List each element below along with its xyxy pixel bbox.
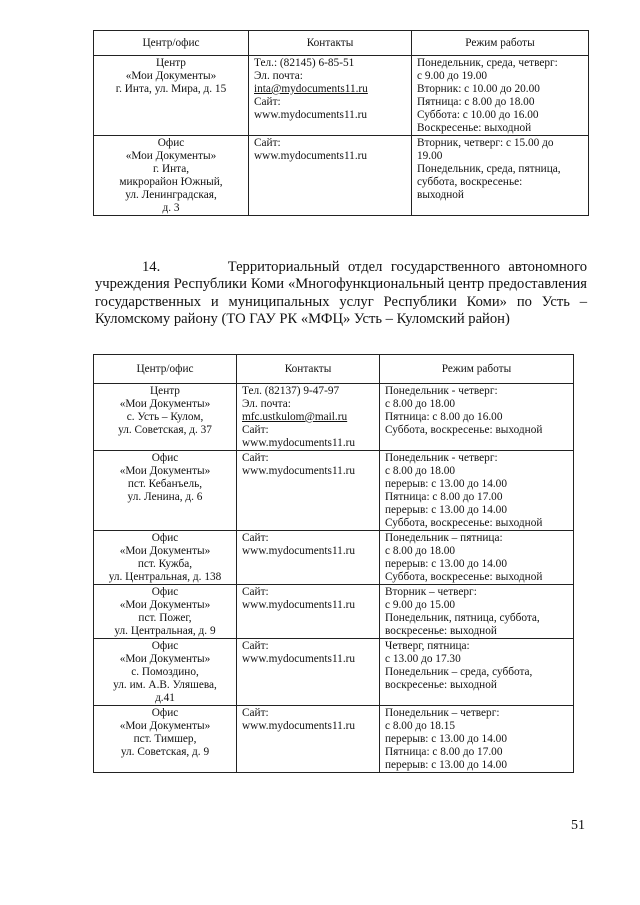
hours-line: воскресенье: выходной: [385, 679, 497, 691]
hours-line: Понедельник – среда, суббота,: [385, 666, 533, 678]
hours-line: Понедельник – пятница:: [385, 532, 503, 544]
contacts-line: Сайт:: [242, 707, 269, 719]
hours-cell: [380, 706, 574, 773]
office-line: пст. Кебанъель,: [127, 478, 203, 490]
header-hours: Режим работы: [380, 355, 574, 384]
email-link[interactable]: inta@mydocuments11.ru: [254, 83, 368, 95]
office-line: Центр: [150, 385, 180, 397]
contacts-cell: [249, 136, 412, 216]
hours-line: суббота, воскресенье:: [417, 176, 523, 188]
hours-line: Суббота, воскресенье: выходной: [385, 517, 543, 529]
hours-line: перерыв: с 13.00 до 14.00: [385, 478, 507, 490]
table-row: [94, 384, 574, 451]
office-line: ул. Центральная, д. 9: [114, 625, 216, 637]
office-line: «Мои Документы»: [119, 720, 211, 732]
hours-line: воскресенье: выходной: [385, 625, 497, 637]
office-line: микрорайон Южный,: [119, 176, 223, 188]
header-hours: Режим работы: [412, 31, 589, 56]
hours-line: Воскресенье: выходной: [417, 122, 532, 134]
contacts-cell: [237, 639, 380, 706]
hours-line: Понедельник, среда, четверг:: [417, 57, 558, 69]
office-line: пст. Кужба,: [137, 558, 193, 570]
office-line: пст. Пожег,: [138, 612, 192, 624]
hours-line: Пятница: с 8.00 до 16.00: [385, 411, 503, 423]
contacts-cell: [249, 56, 412, 136]
hours-line: с 13.00 до 17.30: [385, 653, 461, 665]
hours-line: 19.00: [417, 150, 443, 162]
office-cell: [94, 531, 237, 585]
hours-line: с 8.00 до 18.00: [385, 398, 456, 410]
contacts-line: Сайт:: [242, 424, 269, 436]
table-row: [94, 639, 574, 706]
hours-line: выходной: [417, 189, 464, 201]
hours-line: перерыв: с 13.00 до 14.00: [385, 504, 507, 516]
office-line: с. Помоздино,: [131, 666, 199, 678]
office-line: д. 3: [162, 202, 180, 214]
contacts-line: Сайт:: [242, 586, 269, 598]
office-line: «Мои Документы»: [119, 545, 211, 557]
contacts-line: Сайт:: [254, 96, 281, 108]
office-line: Офис: [151, 640, 179, 652]
contacts-line: www.mydocuments11.ru: [254, 109, 368, 121]
table-row: [94, 56, 589, 136]
hours-line: Понедельник, пятница, суббота,: [385, 612, 540, 624]
hours-line: Пятница: с 8.00 до 17.00: [385, 746, 503, 758]
hours-line: с 9.00 до 15.00: [385, 599, 456, 611]
contacts-cell: [237, 384, 380, 451]
contacts-line: Эл. почта:: [254, 70, 303, 82]
page-number: 51: [571, 818, 585, 833]
hours-line: Понедельник - четверг:: [385, 452, 498, 464]
header-office: Центр/офис: [94, 31, 249, 56]
office-line: Офис: [151, 452, 179, 464]
section-14-heading: [95, 259, 587, 329]
office-line: ул. Центральная, д. 138: [108, 571, 222, 583]
contacts-line: www.mydocuments11.ru: [254, 150, 368, 162]
office-line: «Мои Документы»: [125, 150, 217, 162]
office-line: Офис: [151, 586, 179, 598]
email-link[interactable]: mfc.ustkulom@mail.ru: [242, 411, 348, 423]
office-line: ул. им. А.В. Уляшева,: [113, 679, 217, 691]
contacts-line: www.mydocuments11.ru: [242, 437, 356, 449]
contacts-line: Тел. (82137) 9-47-97: [242, 385, 340, 397]
office-cell: [94, 451, 237, 531]
office-cell: [94, 639, 237, 706]
table-row: [94, 585, 574, 639]
office-line: пст. Тимшер,: [133, 733, 197, 745]
hours-cell: [412, 136, 589, 216]
office-cell: [94, 706, 237, 773]
hours-line: Понедельник - четверг:: [385, 385, 498, 397]
hours-cell: [380, 531, 574, 585]
office-line: «Мои Документы»: [119, 653, 211, 665]
office-line: «Мои Документы»: [119, 465, 211, 477]
hours-cell: [380, 585, 574, 639]
office-line: ул. Советская, д. 37: [118, 424, 212, 436]
table-row: [94, 706, 574, 773]
office-line: Офис: [151, 707, 179, 719]
office-cell: [94, 136, 249, 216]
section-14-text: 14. Территориальный отдел государственного автономного учреждения Республики Коми «Многофункциональный центр предоставления государственных и муниципальных услуг Республики Коми» по Усть – Куломскому району (ТО ГАУ РК «МФЦ» Усть – Куломский район): [95, 259, 587, 328]
hours-line: Понедельник, среда, пятница,: [417, 163, 561, 175]
hours-cell: [380, 384, 574, 451]
contacts-line: Сайт:: [242, 640, 269, 652]
contacts-cell: [237, 451, 380, 531]
contacts-cell: [237, 585, 380, 639]
hours-cell: [380, 451, 574, 531]
contacts-line: www.mydocuments11.ru: [242, 465, 356, 477]
contacts-line: Сайт:: [254, 137, 281, 149]
hours-line: Четверг, пятница:: [385, 640, 470, 652]
office-line: Центр: [156, 57, 186, 69]
office-line: Офис: [151, 532, 179, 544]
contacts-line: www.mydocuments11.ru: [242, 720, 356, 732]
contacts-line: Сайт:: [242, 452, 269, 464]
hours-line: с 8.00 до 18.00: [385, 545, 456, 557]
header-office: Центр/офис: [94, 355, 237, 384]
office-line: ул. Советская, д. 9: [120, 746, 210, 758]
contacts-line: www.mydocuments11.ru: [242, 545, 356, 557]
hours-line: Вторник, четверг: с 15.00 до: [417, 137, 554, 149]
office-line: д.41: [155, 692, 175, 704]
office-line: с. Усть – Кулом,: [126, 411, 204, 423]
office-cell: [94, 384, 237, 451]
hours-line: Вторник – четверг:: [385, 586, 477, 598]
table-row: [94, 451, 574, 531]
table-header-row: [94, 31, 589, 56]
contacts-line: www.mydocuments11.ru: [242, 599, 356, 611]
table-header-row: [94, 355, 574, 384]
hours-line: перерыв: с 13.00 до 14.00: [385, 759, 507, 771]
offices-table-ust-kulom: [93, 354, 574, 773]
header-contacts: Контакты: [237, 355, 380, 384]
offices-table-inta: [93, 30, 589, 216]
table-row: [94, 136, 589, 216]
contacts-cell: [237, 706, 380, 773]
table-body: [94, 384, 574, 773]
office-line: ул. Ленина, д. 6: [127, 491, 203, 503]
office-line: ул. Ленинградская,: [125, 189, 217, 201]
hours-line: перерыв: с 13.00 до 14.00: [385, 733, 507, 745]
table-row: [94, 531, 574, 585]
office-cell: [94, 56, 249, 136]
hours-line: Пятница: с 8.00 до 18.00: [417, 96, 535, 108]
contacts-line: Сайт:: [242, 532, 269, 544]
hours-line: с 8.00 до 18.00: [385, 465, 456, 477]
table-body: [94, 56, 589, 216]
office-line: г. Инта, ул. Мира, д. 15: [115, 83, 227, 95]
contacts-line: Тел.: (82145) 6-85-51: [254, 57, 355, 69]
office-line: «Мои Документы»: [119, 398, 211, 410]
contacts-line: Эл. почта:: [242, 398, 291, 410]
hours-line: Вторник: с 10.00 до 20.00: [417, 83, 540, 95]
office-line: г. Инта,: [152, 163, 190, 175]
hours-cell: [380, 639, 574, 706]
office-line: «Мои Документы»: [119, 599, 211, 611]
hours-cell: [412, 56, 589, 136]
header-contacts: Контакты: [249, 31, 412, 56]
office-cell: [94, 585, 237, 639]
hours-line: Пятница: с 8.00 до 17.00: [385, 491, 503, 503]
hours-line: Суббота, воскресенье: выходной: [385, 571, 543, 583]
office-line: Офис: [157, 137, 185, 149]
hours-line: Суббота, воскресенье: выходной: [385, 424, 543, 436]
hours-line: с 8.00 до 18.15: [385, 720, 456, 732]
hours-line: с 9.00 до 19.00: [417, 70, 488, 82]
contacts-line: www.mydocuments11.ru: [242, 653, 356, 665]
office-line: «Мои Документы»: [125, 70, 217, 82]
contacts-cell: [237, 531, 380, 585]
hours-line: перерыв: с 13.00 до 14.00: [385, 558, 507, 570]
hours-line: Суббота: с 10.00 до 16.00: [417, 109, 539, 121]
hours-line: Понедельник – четверг:: [385, 707, 500, 719]
